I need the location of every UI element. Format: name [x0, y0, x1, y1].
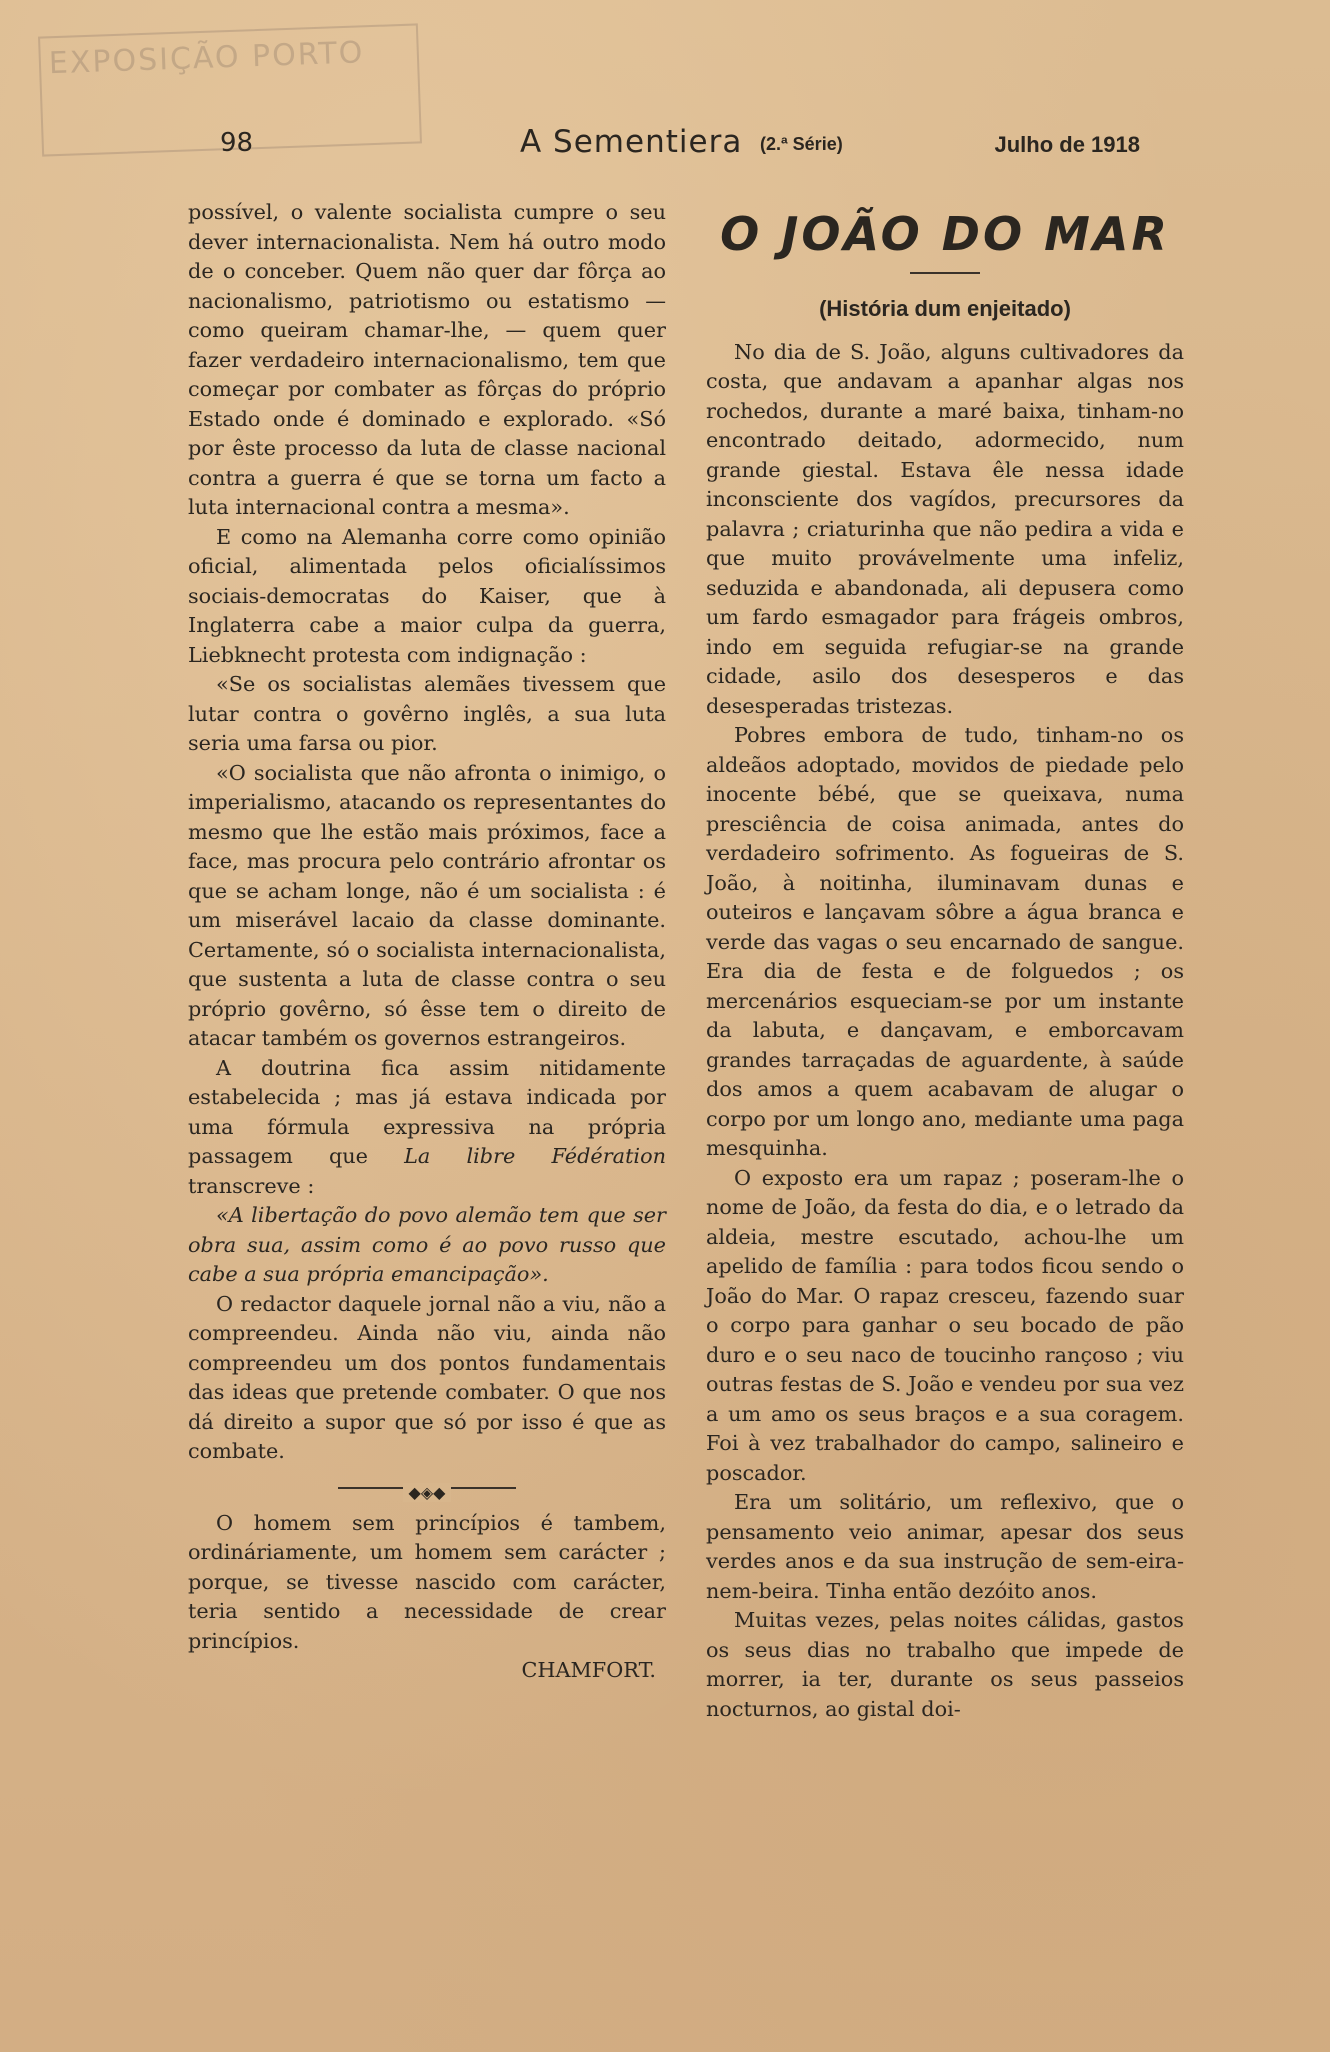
- ornamental-divider: ◆◈◆: [188, 1477, 666, 1499]
- page-header: [220, 124, 1180, 168]
- author-signature: CHAMFORT.: [521, 1658, 656, 1682]
- journal-title: A Sementiera: [520, 124, 743, 160]
- left-column: [188, 198, 666, 1686]
- page-number: 98: [220, 128, 254, 158]
- paragraph: Pobres embora de tudo, tinham-no os aldeãos adoptado, movidos de piedade pelo inocente bébé, que se queixava, numa presciência de coisa animada, antes do verdadeiro sofrimento. As fogueiras de S. João, à noitinha, iluminavam dunas e outeiros e lançavam sôbre a água branca e verde das vagas o seu encarnado de sangue. Era dia de festa e de folguedos ; os mercenários esqueciam-se por um instante da labuta, e dançavam, e emborcavam grandes tarraçadas de aguardente, à saúde dos amos a quem acabavam de alugar o corpo por um longo ano, mediante uma paga mesquinha.: [706, 723, 1184, 1160]
- series-label: (2.ª Série): [760, 134, 843, 154]
- faded-stamp: EXPOSIÇÃO PORTO: [38, 23, 422, 156]
- paragraph: A doutrina fica assim nitidamente estabelecida ; mas já estava indicada por uma fórmula expressiva na própria passagem que La libre Fédération transcreve :: [188, 1055, 666, 1198]
- epigraph-quote: O homem sem princípios é tambem, ordináriamente, um homem sem carácter ; porque, se tivesse nascido com carácter, teria sentido a necessidade de crear princípios.: [188, 1510, 666, 1653]
- title-divider: [910, 272, 980, 274]
- issue-date: Julho de 1918: [994, 132, 1140, 157]
- paragraph: O exposto era um rapaz ; poseram-lhe o nome de João, da festa do dia, e o letrado da aldeia, mestre escutado, achou-lhe um apelido de família : para todos ficou sendo o João do Mar. O rapaz cresceu, fazendo suar o corpo para ganhar o seu bocado de pão duro e o seu naco de toucinho rançoso ; viu outras festas de S. João e vendeu por sua vez a um amo os seus braços e a sua coragem. Foi à vez trabalhador do campo, salineiro e poscador.: [706, 1165, 1184, 1485]
- paragraph: «O socialista que não afronta o inimigo, o imperialismo, atacando os representantes do mesmo que lhe estão mais próximos, face a face, mas procura pelo contrário afrontar os que se acham longe, não é um socialista : é um miserável lacaio da classe dominante. Certamente, só o socialista internacionalista, que sustenta a luta de classe contra o seu próprio govêrno, só êsse tem o direito de atacar também os governos estrangeiros.: [188, 760, 666, 1050]
- story-title: O JOÃO DO MAR: [720, 207, 1170, 261]
- paragraph: «Se os socialistas alemães tivessem que lutar contra o govêrno inglês, a sua luta seria uma farsa ou pior.: [188, 672, 666, 755]
- paragraph: O redactor daquele jornal não a viu, não a compreendeu. Ainda não viu, ainda não compreendeu um dos pontos fundamentais das ideas que pretende combater. O que nos dá direito a supor que só por isso é que as combate.: [188, 1291, 666, 1463]
- right-column: [706, 198, 1184, 1724]
- paragraph: No dia de S. João, alguns cultivadores da costa, que andavam a apanhar algas nos rochedos, durante a maré baixa, tinham-no encontrado deitado, adormecido, num grande giestal. Estava êle nessa idade inconsciente dos vagídos, precursores da palavra ; criaturinha que não pedira a vida e que muito provávelmente uma infeliz, seduzida e abandonada, ali depusera como um fardo esmagador para frágeis ombros, indo em seguida refugiar-se na grande cidade, asilo dos desesperos e das desesperadas tristezas.: [706, 339, 1184, 718]
- paragraph: E como na Alemanha corre como opinião oficial, alimentada pelos oficialíssimos sociais-democratas do Kaiser, que à Inglaterra cabe a maior culpa da guerra, Liebknecht protesta com indignação :: [188, 524, 666, 667]
- publication-name: La libre Fédération: [404, 1144, 666, 1168]
- quoted-paragraph: «A libertação do povo alemão tem que ser obra sua, assim como é ao povo russo que cabe a sua própria emancipação».: [188, 1203, 666, 1286]
- paragraph: possível, o valente socialista cumpre o seu dever internacionalista. Nem há outro modo de o conceber. Quem não quer dar fôrça ao nacionalismo, patriotismo ou estatismo — como queiram chamar-lhe, — quem quer fazer verdadeiro internacionalismo, tem que começar por combater as fôrças do próprio Estado onde é dominado e explorado. «Só por êste processo da luta de classe nacional contra a guerra é que se torna um facto a luta internacional contra a mesma».: [188, 200, 666, 519]
- paragraph: Era um solitário, um reflexivo, que o pensamento veio animar, apesar dos seus verdes anos e da sua instrução de sem-eira-nem-beira. Tinha então dezóito anos.: [706, 1490, 1184, 1603]
- story-subtitle: (História dum enjeitado): [819, 296, 1071, 321]
- paragraph: Muitas vezes, pelas noites cálidas, gastos os seus dias no trabalho que impede de morrer, ia ter, durante os seus passeios nocturnos, ao gistal doi-: [706, 1608, 1184, 1721]
